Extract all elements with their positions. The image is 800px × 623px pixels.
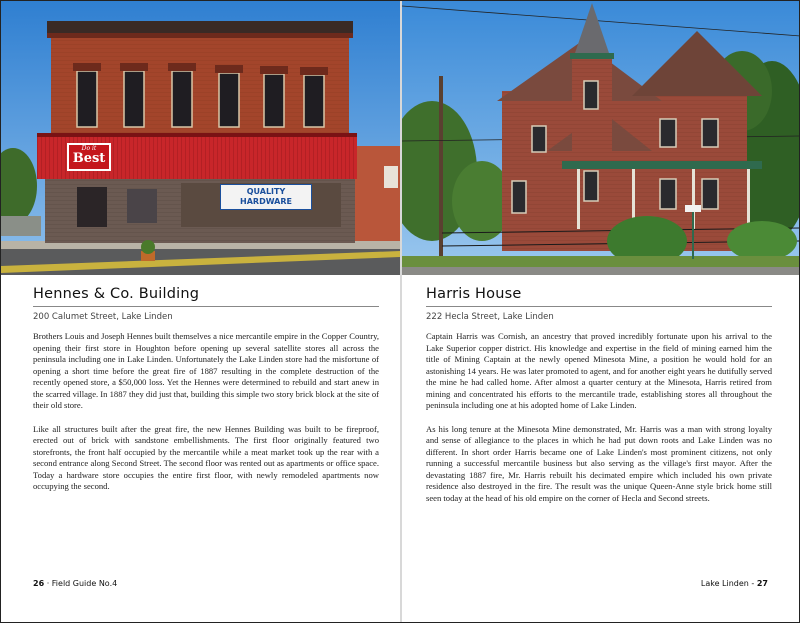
body-paragraph: Captain Harris was Cornish, an ancestry that proved incredibly fortunate upon his arrival to the Lake Superior copper district. His knowledge and expertise in the field of mining earned him the title of Mining Captain at the newly opened Minesota Mine, a position he would hold for an astonishing 14 years. He was later promoted to agent, and for another eight years he dutifully served the mine he had called home. After almost a quarter century at the Minesota, Harris retired from mining and concentrated his efforts to the mercantile trade, establishing stores all throughout the peninsula including one at his adopted home of Lake Linden. <box>426 331 772 410</box>
article-body <box>426 331 772 516</box>
best-sign <box>67 143 111 171</box>
body-paragraph: As his long tenure at the Minesota Mine demonstrated, Mr. Harris was a man with strong loyalty and sense of allegiance to the places in which he had put down roots and Lake Linden was no different. In short order Harris became one of Lake Linden's most prominent citizens, not only running a successful mercantile business but also serving as the village's first mayor. After the devastating 1887 fire, Mr. Harris rebuilt his decimated empire which included his own private residence also destroyed in the fire. The result was the unique Queen-Anne style brick home still seen today at the head of his old empire on the corner of Hecla and Second streets. <box>426 423 772 503</box>
footer-separator: · <box>46 579 50 588</box>
body-paragraph: Brothers Louis and Joseph Hennes built themselves a nice mercantile empire in the Copper Country, opening their first store in Houghton before opening up several satellite stores all across the peninsula including one in Lake Linden. Unfortunately the Lake Linden store had the misfortune of opening a short time before the great fire of 1887 resulting in the complete destruction of the recently opened store, a $50,000 loss. Yet the Hennes were determined to rebuild and start anew in the scarred village. In 1887 they did just that, building this simple two story brick block at the site of their old store. <box>33 331 379 410</box>
page-footer <box>701 579 768 588</box>
title-divider <box>426 306 772 307</box>
sign-quality-text: QUALITY <box>246 187 286 196</box>
sign-best-text: Best <box>72 151 106 166</box>
page-title: Harris House <box>426 286 522 302</box>
sign-hardware-text: HARDWARE <box>240 197 292 206</box>
title-divider <box>33 306 379 307</box>
town-name: Lake Linden <box>700 579 749 588</box>
book-title: Field Guide No.4 <box>51 579 118 588</box>
sign-do-it-text: Do it <box>81 145 97 152</box>
harris-house-photo <box>402 1 800 275</box>
page-number: 27 <box>756 579 768 588</box>
page-title: Hennes & Co. Building <box>33 286 200 302</box>
page-number: 26 <box>33 579 45 588</box>
article-body <box>33 331 379 505</box>
quality-hardware-sign <box>220 184 312 210</box>
address-line: 200 Calumet Street, Lake Linden <box>33 312 173 322</box>
body-paragraph: Like all structures built after the great fire, the new Hennes Building was built to be fireproof, erected out of brick with sandstone embellishments. The first floor originally featured two storefronts, the front half occupied by the mercantile while a meat market took up the rear with a second entrance along Second Street. The second floor was rented out as apartments or office space. Today a hardware store occupies the entire first floor, with newly remodeled apartments now occupying the second. <box>33 423 379 491</box>
right-page <box>402 1 800 622</box>
hennes-building-photo <box>1 1 400 275</box>
address-line: 222 Hecla Street, Lake Linden <box>426 312 554 322</box>
left-page <box>1 1 400 622</box>
page-footer <box>33 579 117 588</box>
footer-separator: - <box>751 579 755 588</box>
